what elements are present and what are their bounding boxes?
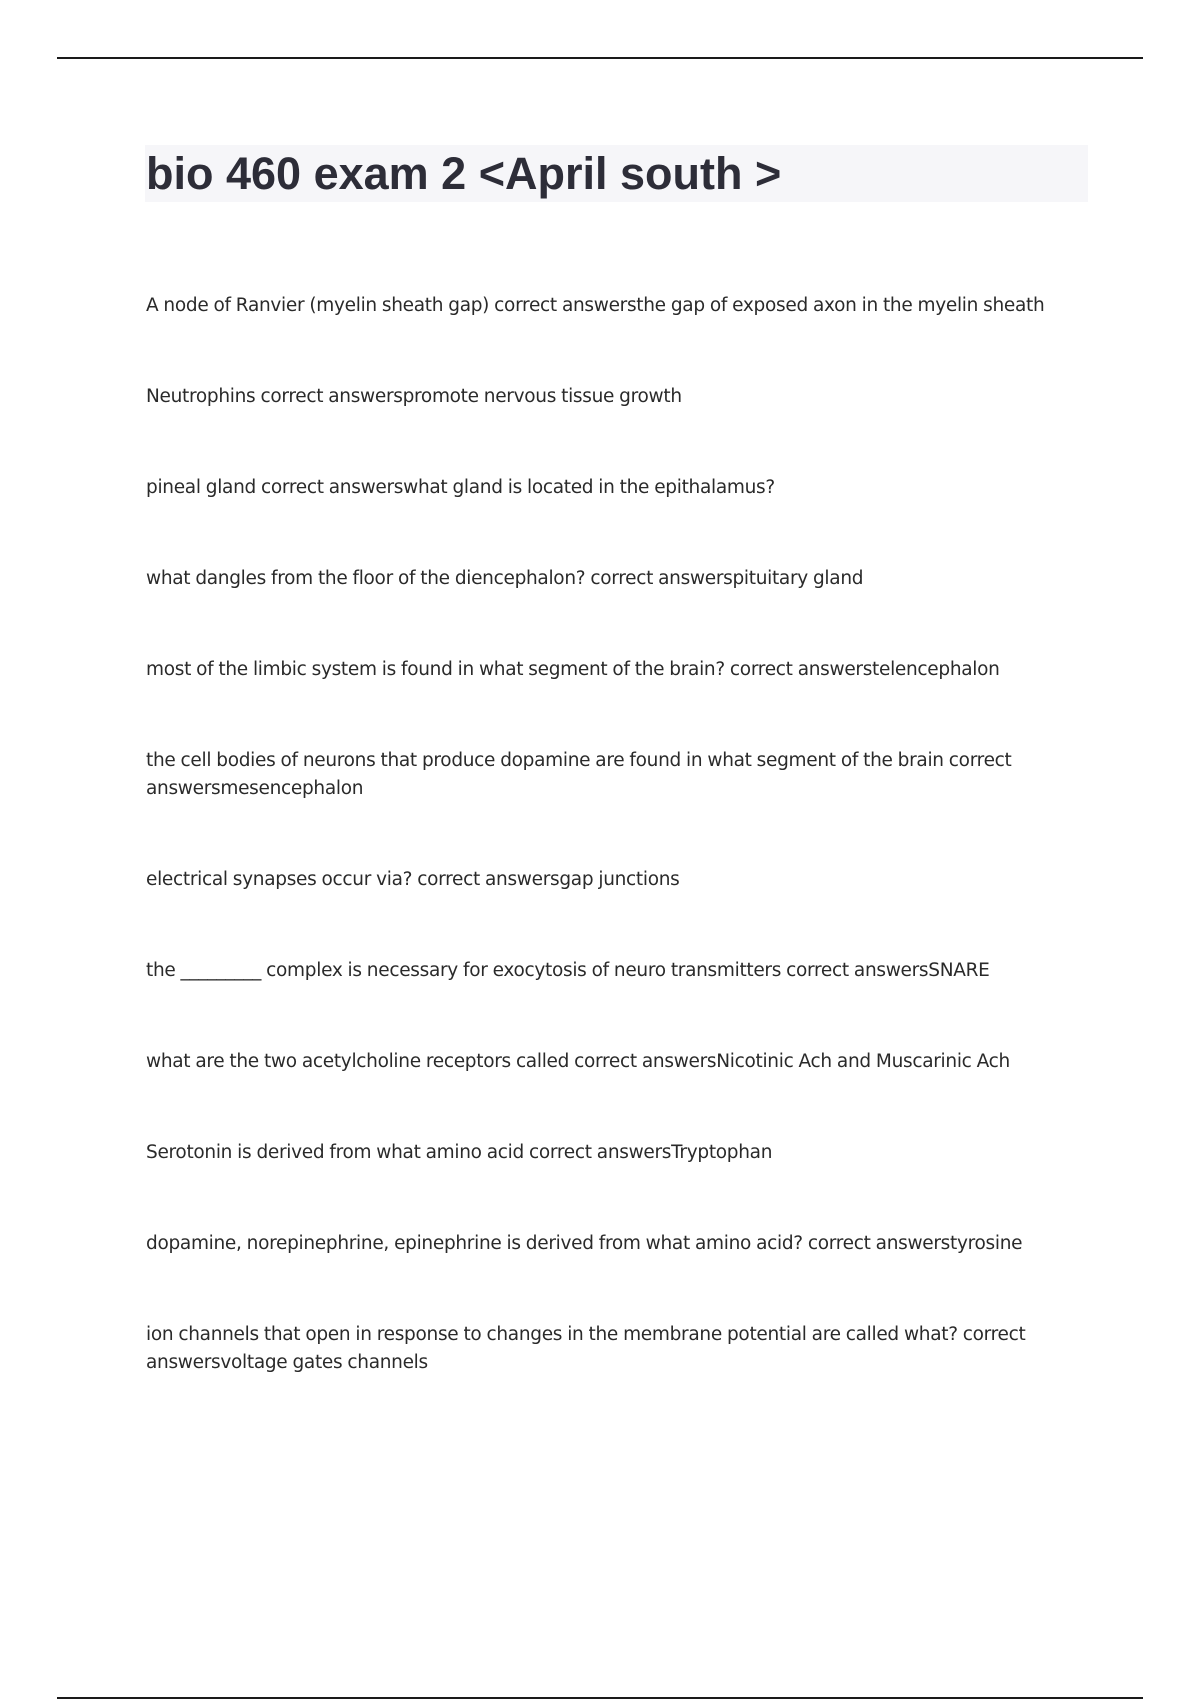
qa-entry-5: most of the limbic system is found in what segment of the brain? correct answerstelencephalon (146, 659, 1000, 680)
qa-entry-9: what are the two acetylcholine receptors called correct answersNicotinic Ach and Muscarinic Ach (146, 1051, 1010, 1072)
bottom-rule (57, 1697, 1143, 1699)
qa-entry-3: pineal gland correct answerswhat gland is located in the epithalamus? (146, 477, 775, 498)
qa-entry-4: what dangles from the floor of the diencephalon? correct answerspituitary gland (146, 568, 864, 589)
document-title: bio 460 exam 2 <April south > (146, 148, 782, 199)
qa-entry-10: Serotonin is derived from what amino acid correct answersTryptophan (146, 1142, 773, 1163)
qa-entry-7: electrical synapses occur via? correct answersgap junctions (146, 869, 680, 890)
qa-entry-6: the cell bodies of neurons that produce dopamine are found in what segment of the brain correct answersmesencephalon (146, 750, 1012, 799)
qa-entry-1: A node of Ranvier (myelin sheath gap) correct answersthe gap of exposed axon in the myelin sheath (146, 295, 1045, 316)
qa-entry-2: Neutrophins correct answerspromote nervous tissue growth (146, 386, 682, 407)
qa-entry-8: the _________ complex is necessary for exocytosis of neuro transmitters correct answersSNARE (146, 960, 990, 981)
qa-entry-11: dopamine, norepinephrine, epinephrine is derived from what amino acid? correct answerstyrosine (146, 1233, 1023, 1254)
top-rule (57, 57, 1143, 59)
qa-entry-12: ion channels that open in response to changes in the membrane potential are called what? correct answersvoltage gates channels (146, 1324, 1026, 1373)
